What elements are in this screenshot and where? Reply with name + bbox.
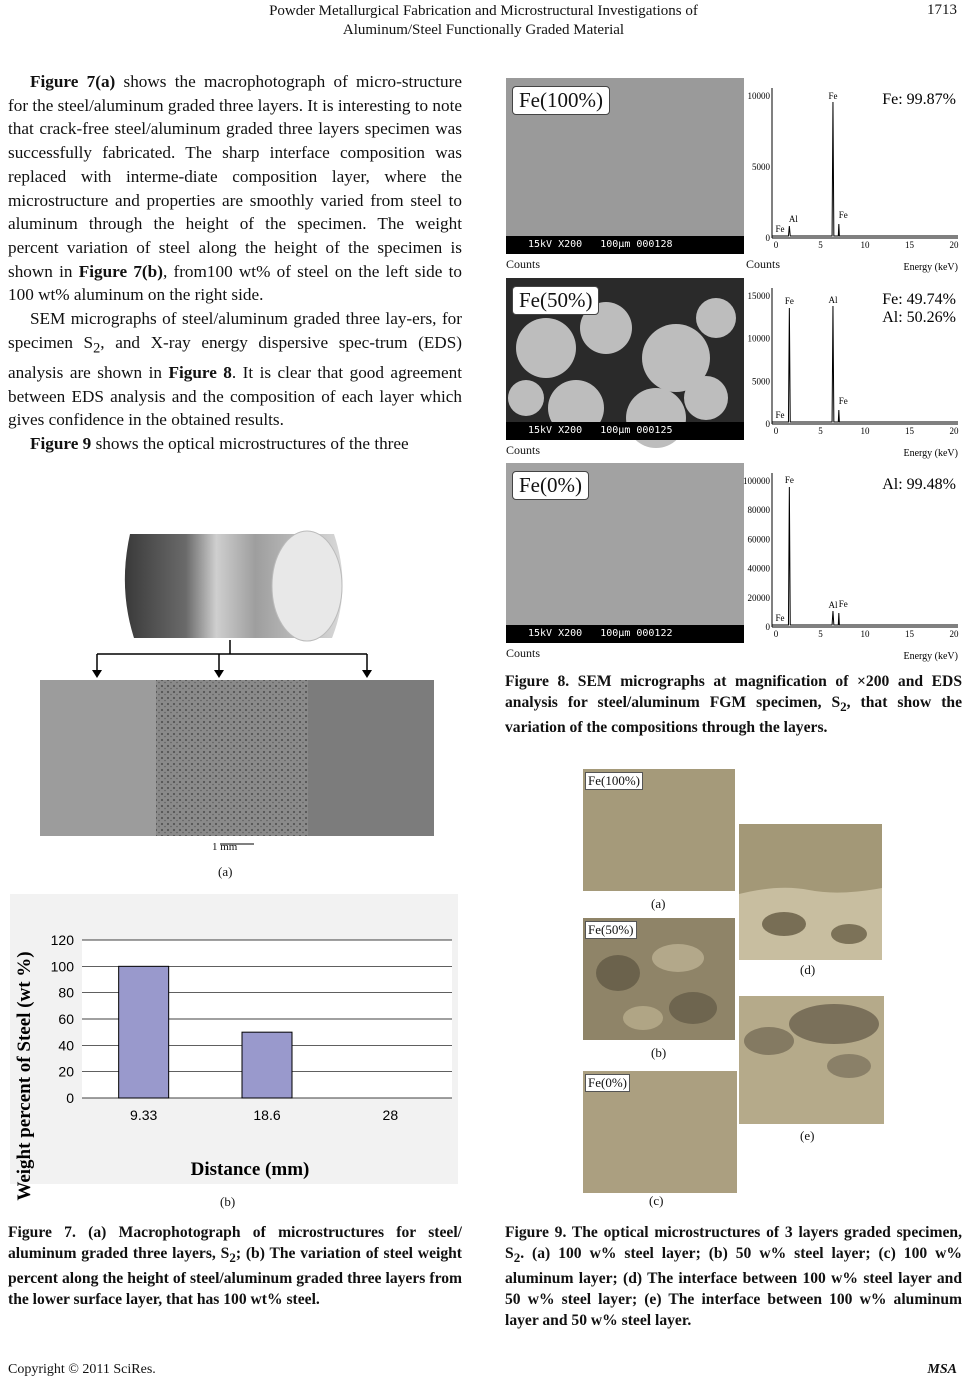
eds-x-tick: 15	[905, 426, 914, 436]
eds-y-tick: 0	[765, 233, 770, 243]
fig9d-texture	[739, 824, 882, 960]
fig7a-label: (a)	[218, 864, 233, 879]
fig9e-label: (e)	[800, 1128, 815, 1143]
y-tick-label: 80	[58, 984, 74, 1001]
eds-x-tick: 5	[818, 426, 823, 436]
text-run: , that show the variation of the compositions through the layers.	[505, 694, 962, 737]
fig9b-micrograph	[583, 918, 735, 1040]
header-line-1: Powder Metallurgical Fabrication and Microstructural Investigations of	[269, 3, 698, 19]
eds-peak-label: Fe	[828, 91, 838, 101]
eds-composition: Fe: 49.74%	[882, 291, 956, 308]
eds-x-tick: 20	[949, 426, 959, 436]
eds-x-tick: 15	[905, 629, 914, 639]
page-number: 1713	[927, 2, 957, 18]
fig8-caption	[505, 671, 962, 738]
fig9d-label: (d)	[800, 962, 816, 977]
sem-info-bar: 15kV X200 100µm 000125	[506, 422, 744, 440]
text-run: , from100 wt% of steel on the left side to 100 wt% aluminum on the right side.	[8, 261, 462, 305]
eds-x-tick: 10	[860, 240, 870, 250]
eds-x-tick: 10	[860, 426, 870, 436]
fig8-sem-eds	[506, 78, 961, 662]
eds-y-tick: 5000	[752, 376, 770, 387]
eds-x-tick: 5	[818, 240, 823, 250]
subscript: 2	[513, 1250, 521, 1266]
eds-y-tick: 10000	[747, 333, 770, 344]
eds-y-tick: 15000	[747, 291, 770, 301]
fig8-panel	[506, 463, 961, 665]
eds-y-tick: 0	[765, 622, 770, 632]
counts-label: Counts	[506, 257, 541, 271]
text-run: ; (b) The variation of steel weight percent along the height of steel/aluminum graded three layers from the lower surface layer, that has 100 wt% steel.	[8, 1245, 462, 1309]
y-tick-label: 0	[66, 1090, 74, 1106]
x-tick-label: 28	[382, 1107, 399, 1123]
fig7a-macrophotograph	[22, 528, 440, 858]
fig7b-chart	[10, 894, 458, 1201]
y-tick-label: 100	[50, 958, 74, 975]
x-axis-label: Distance (mm)	[190, 1159, 310, 1180]
eds-energy-label: Energy (keV)	[903, 651, 958, 662]
eds-x-tick: 20	[949, 240, 959, 250]
fig9e-texture	[739, 996, 884, 1124]
y-axis-label: Weight percent of Steel (wt %)	[14, 951, 35, 1201]
footer-journal: MSA	[927, 1362, 957, 1377]
eds-spectrum	[746, 78, 961, 276]
sem-micrograph	[506, 463, 744, 643]
eds-y-tick: 20000	[747, 592, 770, 603]
eds-spectrum	[743, 463, 961, 665]
left-column-text	[8, 70, 462, 456]
eds-peak-label: Al	[788, 214, 798, 224]
text-run: . It is clear that good agreement between EDS analysis and the composition of each layer which gives confidence in the obtained results.	[8, 362, 463, 430]
fig9-caption	[505, 1222, 962, 1331]
header-line-2: Aluminum/Steel Functionally Graded Material	[342, 22, 625, 38]
eds-peak-label: Fe	[775, 224, 785, 234]
subscript: 2	[229, 1250, 236, 1266]
eds-peak-label: Fe	[838, 599, 848, 609]
eds-x-tick: 5	[818, 629, 823, 639]
eds-peak-label: Al	[828, 295, 838, 305]
eds-y-tick: 100000	[743, 476, 770, 486]
fig7b-label: (b)	[220, 1194, 236, 1209]
eds-y-tick: 0	[765, 419, 770, 429]
eds-y-tick: 40000	[747, 563, 770, 574]
eds-x-tick: 15	[905, 240, 914, 250]
figure-ref: Figure 7(b)	[78, 261, 163, 281]
eds-trace	[772, 102, 958, 236]
text-run: , and X-ray energy dispersive spec-trum (EDS) analysis are shown in	[8, 332, 462, 382]
sem-info-bar: 15kV X200 100µm 000128	[506, 236, 744, 254]
fig9b-label: (b)	[651, 1045, 667, 1060]
y-tick-label: 60	[58, 1011, 74, 1027]
fig9a-tag: Fe(100%)	[585, 772, 643, 790]
y-tick-label: 40	[58, 1037, 74, 1054]
eds-peak-label: Al	[828, 600, 838, 610]
y-tick-label: 20	[58, 1063, 74, 1080]
fig9c-tag: Fe(0%)	[585, 1074, 630, 1092]
fig9c-label: (c)	[649, 1193, 664, 1208]
sem-particle	[696, 298, 736, 338]
sem-particle	[684, 376, 728, 420]
eds-y-tick: 5000	[752, 162, 770, 172]
fig9a-micrograph	[583, 769, 735, 891]
eds-x-tick: 0	[773, 629, 779, 639]
x-tick-label: 9.33	[130, 1107, 158, 1123]
eds-x-tick: 20	[949, 629, 959, 639]
bar	[242, 1032, 292, 1098]
eds-x-tick: 0	[773, 426, 779, 436]
fig8-panel	[506, 78, 961, 276]
figure-ref: Figure 7(a)	[30, 72, 116, 91]
fig9d-micrograph	[739, 824, 882, 960]
sem-layer-tag: Fe(100%)	[512, 86, 610, 115]
fig9a-label: (a)	[651, 896, 666, 911]
eds-peak-label: Fe	[838, 210, 848, 220]
paragraph-3	[8, 432, 462, 456]
running-header	[0, 2, 967, 40]
text-run: Figure 7. (a) Macrophotograph of microstructures for steel/ aluminum graded three layers, S	[8, 1224, 462, 1262]
sem-particle	[516, 318, 576, 378]
y-tick-label: 120	[50, 932, 74, 948]
fig7-caption	[8, 1222, 462, 1310]
text-run: SEM micrographs of steel/aluminum graded three lay-ers, for specimen S	[8, 309, 462, 352]
eds-composition: Al: 99.48%	[882, 476, 956, 493]
figure-ref: Figure 9	[30, 433, 92, 453]
counts-label: Counts	[746, 257, 781, 271]
eds-peak-label: Fe	[784, 296, 794, 306]
subscript: 2	[93, 340, 101, 357]
eds-peak-label: Fe	[784, 475, 794, 485]
eds-peak-label: Fe	[775, 613, 785, 623]
eds-y-tick: 60000	[747, 534, 770, 545]
sem-micrograph	[506, 78, 744, 254]
figure-ref: Figure 8	[168, 362, 232, 382]
paragraph-1	[8, 70, 462, 307]
counts-label: Counts	[506, 443, 541, 457]
eds-x-tick: 0	[773, 240, 779, 250]
fig9e-micrograph	[739, 996, 884, 1124]
scale-bar-label: 1 mm	[212, 841, 238, 853]
text-run: Figure 9. The optical microstructures of 3 layers graded specimen, S	[505, 1224, 962, 1262]
eds-y-tick: 10000	[747, 91, 770, 101]
sem-micrograph	[506, 278, 744, 440]
sem-layer-tag: Fe(50%)	[512, 286, 599, 315]
sem-particle	[508, 380, 544, 416]
text-run: Figure 8. SEM micrographs at magnification of ×200 and EDS analysis for steel/aluminum FGM specimen, S	[505, 673, 962, 711]
eds-x-tick: 10	[860, 629, 870, 639]
sem-layer-tag: Fe(0%)	[512, 471, 589, 500]
eds-energy-label: Energy (keV)	[903, 262, 958, 273]
eds-energy-label: Energy (keV)	[903, 448, 958, 459]
paragraph-2	[8, 307, 462, 432]
fig9b-tag: Fe(50%)	[585, 921, 637, 939]
x-tick-label: 18.6	[253, 1107, 281, 1123]
text-run: shows the optical microstructures of the three	[91, 433, 409, 453]
subscript: 2	[840, 699, 847, 715]
text-run: shows the macrophotograph of micro-structure for the steel/aluminum graded three layers. It is interesting to note that crack-free steel/aluminum graded three layers specimen was successfully fabricated. The sharp interface composition was replaced with interme-diate composition layer, where the microstructure and properties are smoothly varied from steel to aluminum through the height of the specimen. The weight percent variation of steel along the height of the specimen is shown in	[8, 72, 462, 281]
eds-composition: Al: 50.26%	[882, 309, 956, 326]
text-run: . (a) 100 w% steel layer; (b) 50 w% steel layer; (c) 100 w% aluminum layer; (d) The interface between 100 w% steel layer and 50 w% steel layer; (e) The interface between 100 w% aluminum layer and 50 w% steel layer.	[505, 1245, 962, 1330]
eds-peak-label: Fe	[838, 396, 848, 406]
sem-info-bar: 15kV X200 100µm 000122	[506, 625, 744, 643]
eds-y-tick: 80000	[747, 505, 770, 516]
counts-label: Counts	[506, 646, 541, 660]
eds-composition: Fe: 99.87%	[882, 91, 956, 108]
eds-spectrum	[746, 278, 961, 462]
fig9c-micrograph	[583, 1071, 737, 1193]
footer-copyright: Copyright © 2011 SciRes.	[8, 1362, 156, 1377]
fig8-panel	[506, 278, 961, 462]
eds-trace	[772, 487, 958, 625]
bar	[119, 966, 169, 1098]
eds-peak-label: Fe	[775, 410, 785, 420]
